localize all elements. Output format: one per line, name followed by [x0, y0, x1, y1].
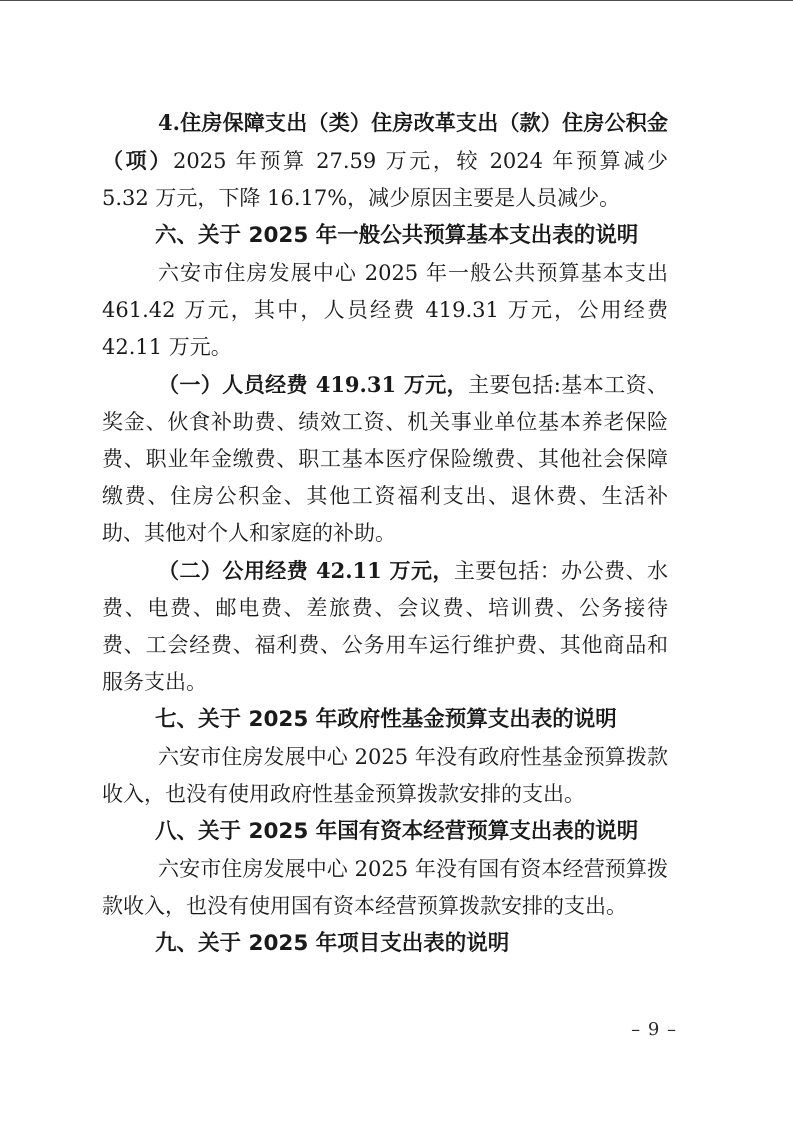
paragraph-state-capital-budget — [102, 850, 668, 925]
paragraph-personnel-funds — [102, 366, 668, 552]
paragraph-housing-fund-item4-text: 2025 年预算 27.59 万元，较 2024 年预算减少 5.32 万元，下降 16.17%，减少原因主要是人员减少。 — [102, 149, 668, 210]
heading-section-7-gov-fund-budget: 七、关于 2025 年政府性基金预算支出表的说明 — [155, 707, 617, 732]
paragraph-housing-fund-item4-bold-lead: 4.住房保障支出（类）住房改革支出（款）住房公积金（项） — [102, 110, 668, 173]
paragraph-personnel-funds-bold-lead: （一）人员经费 419.31 万元， — [158, 372, 469, 397]
paragraph-gov-fund-budget — [102, 738, 668, 813]
paragraph-public-funds — [102, 552, 668, 701]
paragraph-state-capital-budget-text: 六安市住房发展中心 2025 年没有国有资本经营预算拨款收入，也没有使用国有资本经营预算拨款安排的支出。 — [102, 857, 668, 918]
paragraph-basic-expenditure-summary — [102, 254, 668, 366]
document-body — [102, 104, 668, 962]
paragraph-gov-fund-budget-text: 六安市住房发展中心 2025 年没有政府性基金预算拨款收入，也没有使用政府性基金预算拨款安排的支出。 — [102, 745, 668, 806]
heading-section-8-state-capital-budget: 八、关于 2025 年国有资本经营预算支出表的说明 — [155, 819, 639, 844]
paragraph-basic-expenditure-text: 六安市住房发展中心 2025 年一般公共预算基本支出 461.42 万元，其中，人员经费 419.31 万元，公用经费 42.11 万元。 — [102, 261, 668, 359]
page-number: – 9 – — [631, 1019, 677, 1040]
paragraph-public-funds-text: 主要包括：办公费、水费、电费、邮电费、差旅费、会议费、培训费、公务接待费、工会经费、福利费、公务用车运行维护费、其他商品和服务支出。 — [102, 559, 668, 694]
paragraph-public-funds-bold-lead: （二）公用经费 42.11 万元， — [158, 558, 454, 583]
heading-section-9-project-expenditure: 九、关于 2025 年项目支出表的说明 — [155, 931, 510, 956]
paragraph-housing-fund-item4 — [102, 104, 668, 217]
heading-section-6-basic-expenditure: 六、关于 2025 年一般公共预算基本支出表的说明 — [155, 223, 639, 248]
paragraph-personnel-funds-text: 主要包括:基本工资、奖金、伙食补助费、绩效工资、机关事业单位基本养老保险费、职业年金缴费、职工基本医疗保险缴费、其他社会保障缴费、住房公积金、其他工资福利支出、退休费、生活补助、其他对个人和家庭的补助。 — [102, 373, 668, 545]
